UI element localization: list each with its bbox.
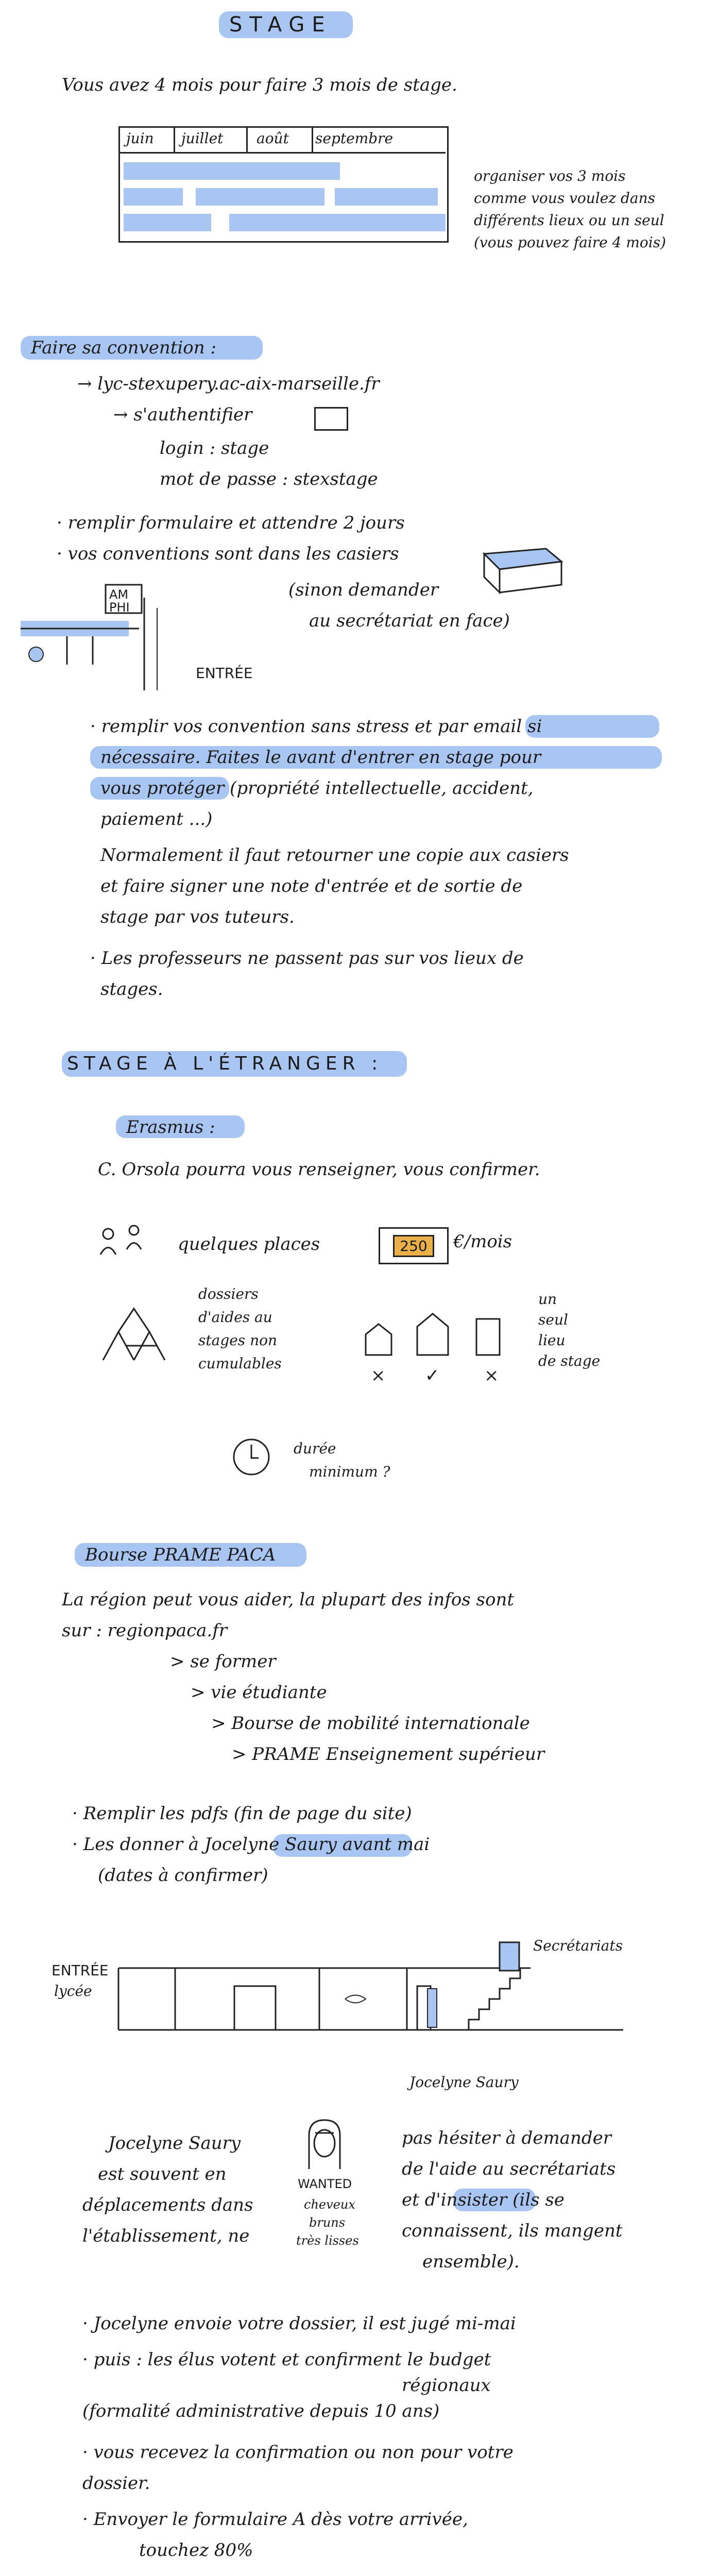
per-month-label: €/mois — [453, 1231, 512, 1252]
prame-path-item: > Bourse de mobilité internationale — [211, 1713, 530, 1734]
month-label: août — [257, 130, 289, 147]
prame-intro-line: La région peut vous aider, la plupart des infos sont — [62, 1589, 515, 1610]
prame-step: touchez 80% — [139, 2540, 253, 2561]
stage-bar — [124, 214, 211, 231]
wanted-line: très lisses — [296, 2233, 359, 2248]
prame-step: dossier. — [82, 2473, 150, 2494]
prame-remplir: · Remplir les pdfs (fin de page du site) — [72, 1803, 412, 1824]
lieu-mark: × — [371, 1365, 386, 1386]
prame-step: · puis : les élus votent et confirment le budget — [82, 2349, 491, 2370]
desc-line: l'établissement, ne — [82, 2226, 250, 2246]
lieu-mark: × — [484, 1365, 499, 1386]
convention-auth: → s'authentifier — [113, 404, 252, 425]
hesiter-line: connaissent, ils mangent — [402, 2221, 623, 2241]
orsola-line: C. Orsola pourra vous renseigner, vous confirmer. — [98, 1159, 540, 1180]
hesiter-line: pas hésiter à demander — [402, 2128, 611, 2148]
sinon-line: au secrétariat en face) — [309, 611, 510, 631]
month-label: septembre — [315, 130, 394, 147]
stage-intro: Vous avez 4 mois pour faire 3 mois de stage. — [62, 75, 457, 95]
hesiter-line: et d'insister (ils se — [402, 2190, 565, 2210]
convention-para-line: vous protéger (propriété intellectuelle, accident, — [100, 778, 534, 799]
dossiers-line: dossiers — [198, 1285, 259, 1302]
month-label: juillet — [181, 130, 224, 147]
prame-path-item: > PRAME Enseignement supérieur — [232, 1744, 545, 1765]
lieu-line: un — [538, 1291, 557, 1308]
erasmus-heading: Erasmus : — [126, 1117, 215, 1138]
duree-line: durée — [294, 1440, 336, 1457]
page-title: STAGE — [229, 13, 332, 37]
entree-label: ENTRÉE — [196, 665, 253, 682]
convention-para-line: stage par vos tuteurs. — [100, 907, 295, 927]
prame-step: · Envoyer le formulaire A dès votre arrivée, — [82, 2509, 468, 2530]
money-amount: 250 — [393, 1235, 434, 1257]
calendar-divider — [174, 126, 175, 152]
jocelyne-name: Jocelyne Saury — [204, 1834, 337, 1855]
school-plan-map — [15, 577, 170, 696]
stage-note-line: différents lieux ou un seul — [474, 212, 664, 229]
prame-step: régionaux — [402, 2375, 491, 2396]
stage-note-line: organiser vos 3 mois — [474, 167, 626, 184]
houses-icon — [361, 1303, 525, 1360]
convention-para-line: paiement ...) — [100, 809, 213, 829]
etranger-title: STAGE À L'ÉTRANGER : — [67, 1053, 383, 1074]
text-highlight — [525, 715, 659, 738]
calendar-divider — [246, 126, 248, 152]
convention-para-line: Normalement il faut retourner une copie aux casiers — [100, 845, 569, 866]
stage-note-line: comme vous voulez dans — [474, 190, 655, 207]
convention-para-line: · remplir vos convention sans stress et par email si — [90, 716, 542, 737]
desc-line: est souvent en — [98, 2164, 227, 2184]
convention-login: login : stage — [160, 438, 269, 459]
amphi-label: AM PHI — [109, 587, 130, 615]
month-label: juin — [126, 130, 154, 147]
map-lycee: lycée — [54, 1982, 92, 1999]
casier-tray-icon — [479, 541, 567, 598]
prame-donner: · Les donner à Jocelyne Saury avant mai — [72, 1834, 430, 1855]
login-box-icon — [314, 407, 348, 431]
stage-bar — [229, 214, 446, 231]
stage-bar — [124, 162, 340, 180]
hesiter-line: ensemble). — [422, 2251, 520, 2272]
prame-step: · vous recevez la confirmation ou non pour votre — [82, 2442, 514, 2463]
convention-step: · remplir formulaire et attendre 2 jours — [57, 513, 405, 533]
convention-password: mot de passe : stexstage — [160, 469, 378, 489]
people-icon — [98, 1226, 170, 1262]
dossiers-line: d'aides au — [198, 1309, 272, 1326]
dossiers-line: stages non — [198, 1332, 278, 1349]
calendar-divider — [312, 126, 313, 152]
lieu-line: de stage — [538, 1352, 601, 1369]
convention-para-line: et faire signer une note d'entrée et de sortie de — [100, 876, 523, 896]
prame-heading: Bourse PRAME PACA — [85, 1545, 276, 1565]
hesiter-line: de l'aide au secrétariats — [402, 2159, 616, 2179]
dossiers-line: cumulables — [198, 1355, 282, 1372]
desc-line: déplacements dans — [82, 2195, 253, 2215]
prame-step: (formalité administrative depuis 10 ans) — [82, 2401, 440, 2421]
lieu-line: lieu — [538, 1332, 566, 1349]
places-label: quelques places — [178, 1234, 320, 1255]
wanted-line: bruns — [309, 2215, 346, 2230]
prame-path-item: > vie étudiante — [191, 1682, 327, 1703]
map-secretariats: Secrétariats — [533, 1937, 623, 1954]
desc-line: Jocelyne Saury — [108, 2133, 241, 2154]
jocelyne-portrait-icon — [304, 2117, 345, 2174]
map-entree: ENTRÉE — [52, 1962, 109, 1979]
convention-para-line: · Les professeurs ne passent pas sur vos lieux de — [90, 948, 524, 969]
lieu-line: seul — [538, 1311, 568, 1328]
card-pyramid-icon — [98, 1303, 180, 1365]
wanted-label: WANTED — [298, 2177, 352, 2191]
stage-bar — [124, 188, 183, 206]
prame-intro-line: sur : regionpaca.fr — [62, 1620, 228, 1641]
map-person: Jocelyne Saury — [409, 2074, 519, 2091]
convention-heading: Faire sa convention : — [31, 337, 216, 358]
sinon-line: (sinon demander — [288, 580, 439, 600]
convention-para-line: nécessaire. Faites le avant d'entrer en stage pour — [100, 747, 541, 768]
stage-bar — [196, 188, 324, 206]
prame-step: · Jocelyne envoie votre dossier, il est jugé mi-mai — [82, 2313, 516, 2334]
duree-line: minimum ? — [309, 1463, 390, 1480]
prame-path-item: > se former — [170, 1651, 276, 1672]
wanted-line: cheveux — [304, 2197, 355, 2212]
stage-note-line: (vous pouvez faire 4 mois) — [474, 234, 666, 251]
convention-para-line: stages. — [100, 979, 163, 999]
prame-dates: (dates à confirmer) — [98, 1865, 268, 1886]
stage-bar — [335, 188, 438, 206]
money-bill-icon — [379, 1227, 449, 1264]
clock-icon — [232, 1437, 273, 1479]
convention-site: → lyc-stexupery.ac-aix-marseille.fr — [77, 374, 380, 394]
lieu-mark: ✓ — [425, 1365, 440, 1386]
convention-step: · vos conventions sont dans les casiers — [57, 544, 399, 564]
